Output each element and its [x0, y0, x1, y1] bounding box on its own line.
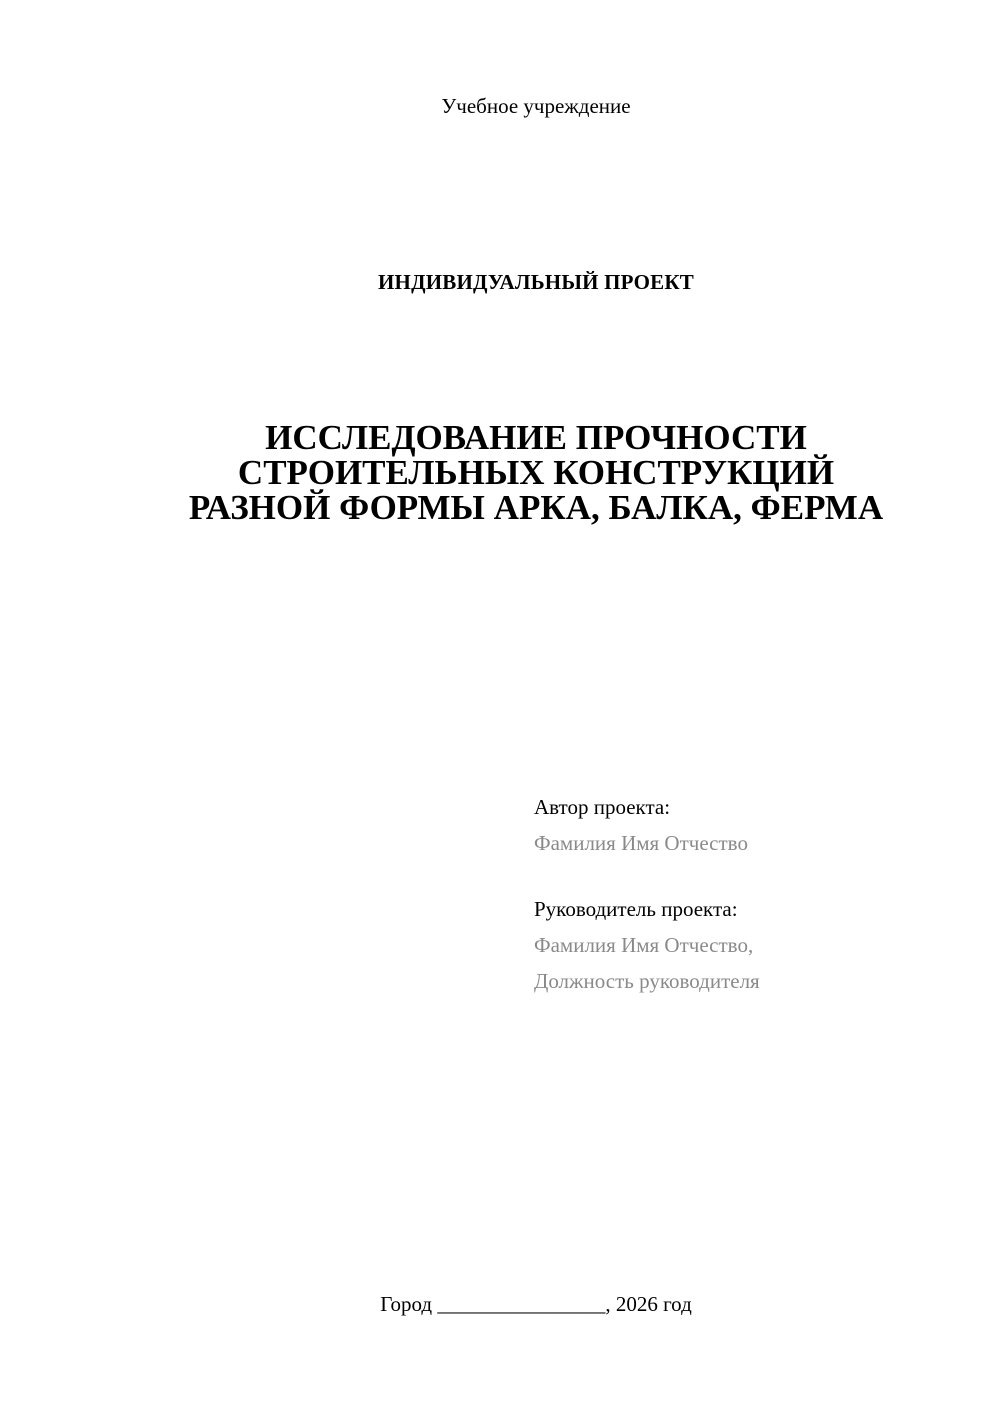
institution-name: Учебное учреждение	[441, 94, 631, 118]
project-title	[60, 420, 1000, 525]
credits-block	[534, 789, 760, 999]
project-title-line-1: ИССЛЕДОВАНИЕ ПРОЧНОСТИ	[265, 418, 807, 457]
project-type-heading: ИНДИВИДУАЛЬНЫЙ ПРОЕКТ	[378, 270, 694, 294]
supervisor-name: Фамилия Имя Отчество,	[534, 933, 754, 957]
supervisor-position: Должность руководителя	[534, 969, 760, 993]
credits-spacer	[534, 861, 760, 891]
project-title-line-2: СТРОИТЕЛЬНЫХ КОНСТРУКЦИЙ	[237, 453, 835, 492]
city-year-line: Город ________________, 2026 год	[380, 1292, 692, 1316]
author-name: Фамилия Имя Отчество	[534, 831, 748, 855]
supervisor-label: Руководитель проекта:	[534, 897, 738, 921]
author-label: Автор проекта:	[534, 795, 671, 819]
project-title-line-3: РАЗНОЙ ФОРМЫ АРКА, БАЛКА, ФЕРМА	[188, 488, 884, 527]
